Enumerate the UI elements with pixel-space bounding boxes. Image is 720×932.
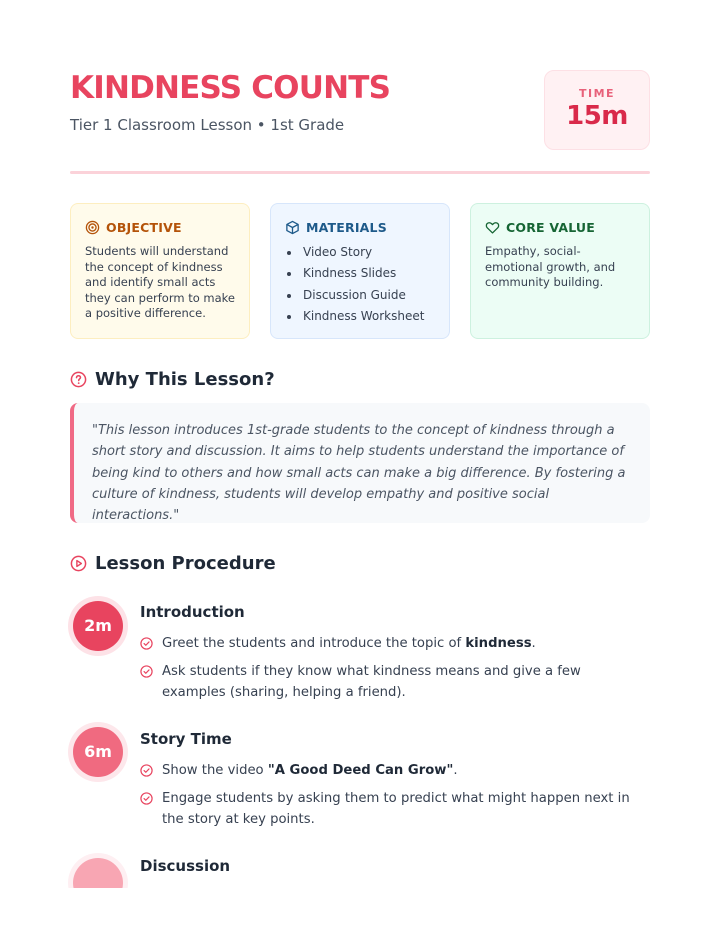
materials-item: Discussion Guide <box>285 285 435 306</box>
bullet-text-end: . <box>453 763 458 778</box>
time-label: TIME <box>578 87 616 100</box>
why-heading: Why This Lesson? <box>95 369 275 390</box>
procedure-heading: Lesson Procedure <box>95 553 276 574</box>
lesson-subtitle: Tier 1 Classroom Lesson • 1st Grade <box>70 116 345 134</box>
core-value-text: Empathy, social-emotional growth, and community building. <box>485 244 616 289</box>
core-value-label: CORE VALUE <box>506 219 596 235</box>
lesson-page <box>70 0 650 932</box>
page-bottom-clip <box>0 888 720 932</box>
heart-icon <box>485 220 500 235</box>
header-divider <box>70 171 650 174</box>
step-title: Introduction <box>140 603 245 621</box>
bullet-text: Show the video <box>162 763 268 778</box>
step-bullet <box>140 633 640 654</box>
bullet-text: Engage students by asking them to predict what might happen next in the story at key points. <box>162 791 630 827</box>
target-icon <box>85 220 100 235</box>
check-circle-icon <box>140 792 153 805</box>
time-value: 15m <box>566 101 628 131</box>
materials-item: Kindness Slides <box>285 263 435 284</box>
step-bullets <box>140 760 640 837</box>
play-circle-icon <box>70 555 87 572</box>
check-circle-icon <box>140 637 153 650</box>
bullet-text-end: . <box>531 636 536 651</box>
step-title: Story Time <box>140 730 232 748</box>
step-duration-badge: 2m <box>73 601 123 651</box>
step-bullets <box>140 633 640 710</box>
core-value-card <box>470 203 650 339</box>
step-bullet <box>140 760 640 781</box>
why-heading-row <box>70 369 275 390</box>
materials-item: Video Story <box>285 242 435 263</box>
step-bullet <box>140 661 640 703</box>
materials-label: MATERIALS <box>306 219 387 235</box>
check-circle-icon <box>140 764 153 777</box>
step-title: Discussion <box>140 857 231 875</box>
step-bullet <box>140 788 640 830</box>
time-box <box>544 70 650 150</box>
lesson-title: KINDNESS COUNTS <box>70 70 391 106</box>
check-circle-icon <box>140 665 153 678</box>
bullet-bold-text: kindness <box>465 636 532 651</box>
why-quote <box>70 403 650 523</box>
bullet-text: Greet the students and introduce the topic of <box>162 636 466 651</box>
procedure-heading-row <box>70 553 276 574</box>
cube-icon <box>285 220 300 235</box>
objective-card <box>70 203 250 339</box>
question-circle-icon <box>70 371 87 388</box>
step-duration-badge: 6m <box>73 727 123 777</box>
materials-card <box>270 203 450 339</box>
objective-text: Students will understand the concept of kindness and identify small acts they can perform to make a positive difference. <box>85 244 235 320</box>
materials-item: Kindness Worksheet <box>285 306 435 327</box>
bullet-bold-text: "A Good Deed Can Grow" <box>267 763 454 778</box>
bullet-text: Ask students if they know what kindness means and give a few examples (sharing, helping a friend). <box>162 664 581 700</box>
materials-list <box>285 242 435 327</box>
objective-label: OBJECTIVE <box>106 219 182 235</box>
why-quote-text: "This lesson introduces 1st-grade students to the concept of kindness through a short story and discussion. It aims to help students understand the importance of being kind to others and how small acts can make a big difference. By fostering a culture of kindness, students will develop empathy and positive social interactions." <box>92 423 626 524</box>
